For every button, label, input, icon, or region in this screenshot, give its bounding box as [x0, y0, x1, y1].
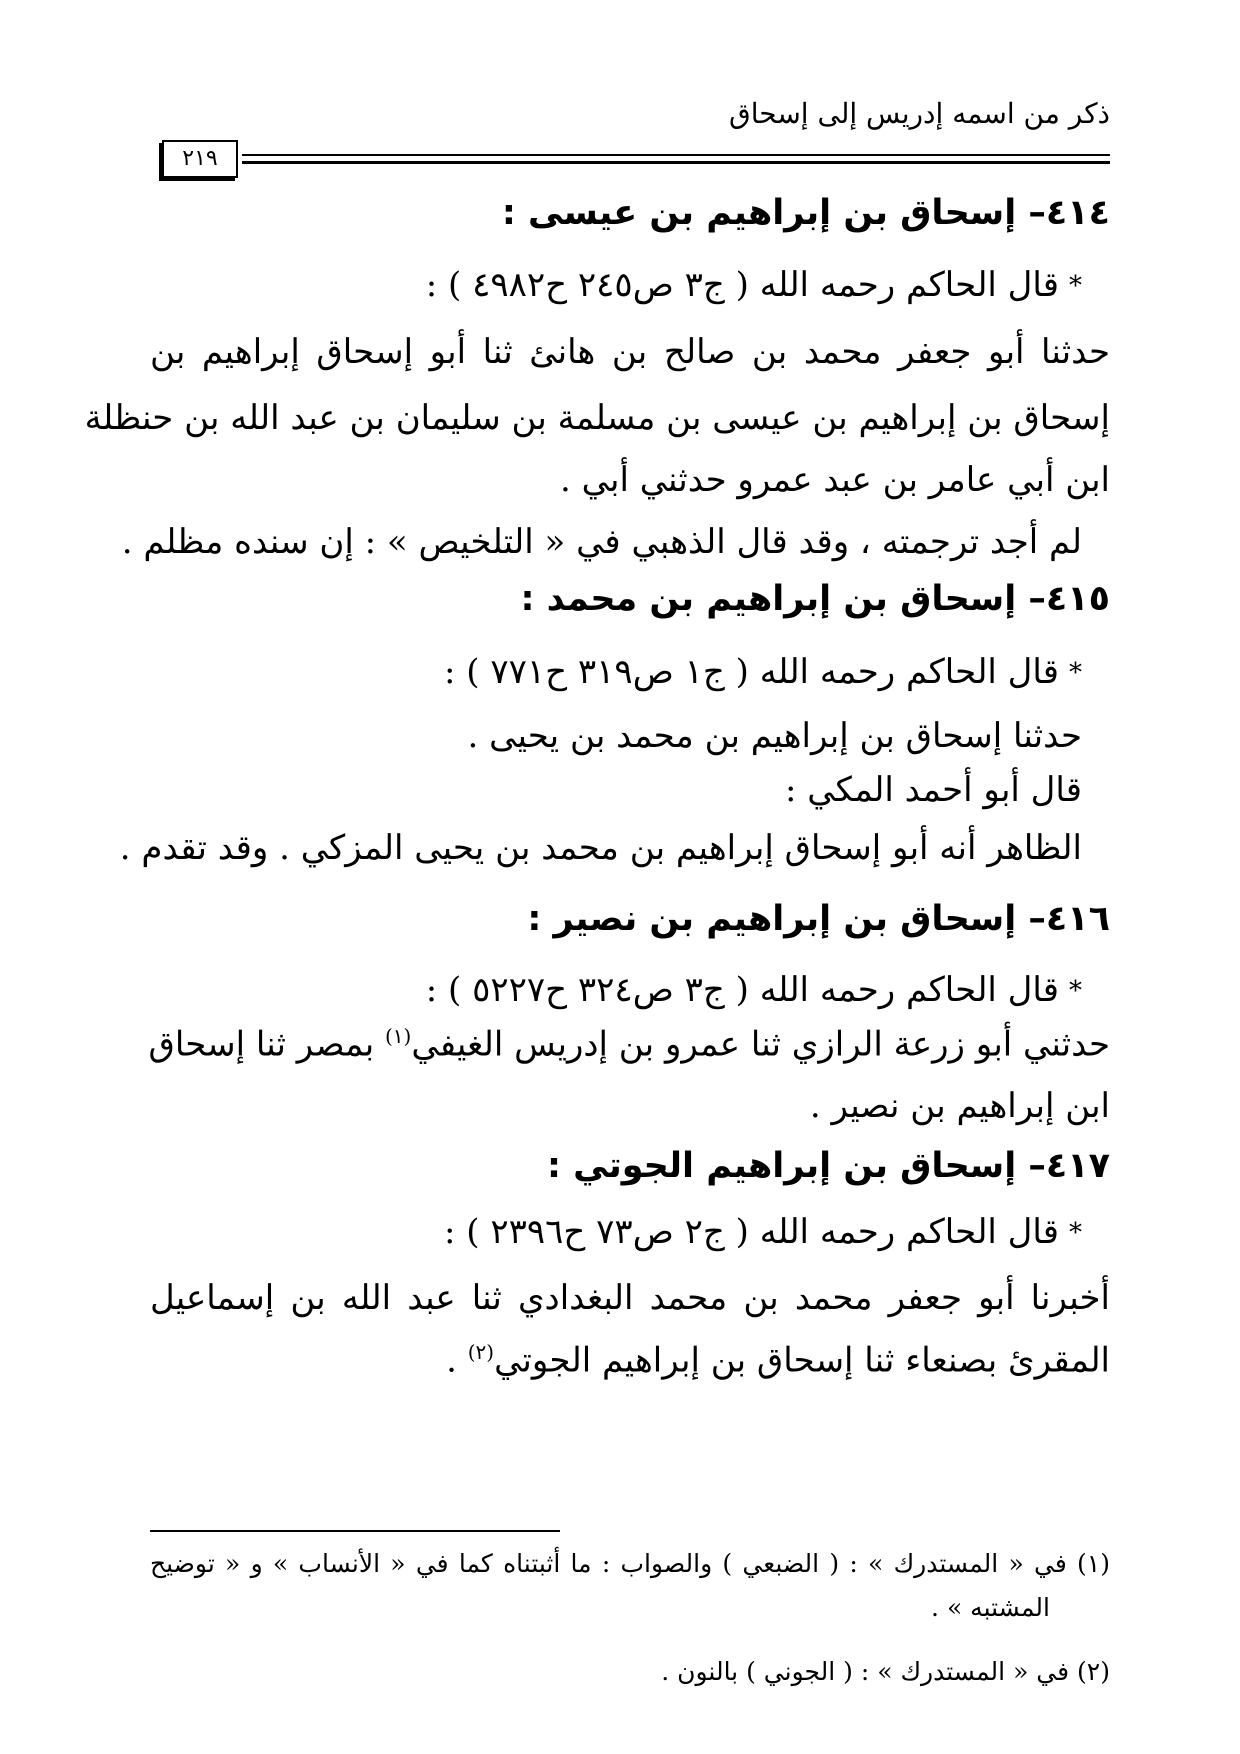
entry-heading-416: ٤١٦– إسحاق بن إبراهيم بن نصير : — [527, 899, 1110, 939]
entry-heading-415: ٤١٥– إسحاق بن إبراهيم بن محمد : — [520, 579, 1110, 619]
header-rule-thin — [242, 154, 1110, 156]
footnote-1: (١) في « المستدرك » : ( الضبعي ) والصواب : ما أثبتناه كما في « الأنساب » و « توضيح — [150, 1549, 1110, 1578]
star-mark: * — [1069, 1218, 1082, 1249]
body-line: إسحاق بن إبراهيم بن عيسى بن مسلمة بن سليمان بن عبد الله بن حنظلة — [84, 398, 1110, 438]
body-line: ابن أبي عامر بن عبد عمرو حدثني أبي . — [560, 460, 1110, 500]
source-citation: *قال الحاكم رحمه الله ( ج٢ ص٧٣ ح٢٣٩٦ ) : — [444, 1212, 1082, 1252]
body-line: ابن إبراهيم بن نصير . — [809, 1086, 1110, 1126]
body-line: أخبرنا أبو جعفر محمد بن محمد البغدادي ثنا عبد الله بن إسماعيل — [150, 1278, 1110, 1318]
entry-heading-414: ٤١٤– إسحاق بن إبراهيم بن عيسى : — [501, 193, 1110, 233]
source-citation: *قال الحاكم رحمه الله ( ج٣ ص٣٢٤ ح٥٢٢٧ ) : — [425, 970, 1082, 1010]
source-citation: *قال الحاكم رحمه الله ( ج١ ص٣١٩ ح٧٧١ ) : — [444, 652, 1082, 692]
page-number: ٢١٩ — [162, 140, 238, 178]
footnote-ref-2: (٢) — [467, 1340, 495, 1364]
star-mark: * — [1069, 976, 1082, 1007]
body-line: قال أبو أحمد المكي : — [784, 770, 1082, 810]
comment-line: لم أجد ترجمته ، وقد قال الذهبي في « التلخيص » : إن سنده مظلم . — [121, 522, 1082, 562]
body-line: الظاهر أنه أبو إسحاق إبراهيم بن محمد بن يحيى المزكي . وقد تقدم . — [119, 828, 1082, 868]
star-mark: * — [1069, 658, 1082, 689]
source-citation: *قال الحاكم رحمه الله ( ج٣ ص٢٤٥ ح٤٩٨٢ ) : — [425, 265, 1082, 305]
header-rule-thick — [242, 161, 1110, 164]
body-line: المقرئ بصنعاء ثنا إسحاق بن إبراهيم الجوتي$^{(٢)}$ . — [446, 1340, 1110, 1381]
body-line: حدثنا أبو جعفر محمد بن صالح بن هانئ ثنا أبو إسحاق إبراهيم بن — [150, 332, 1110, 372]
body-line: حدثني أبو زرعة الرازي ثنا عمرو بن إدريس الغيفي$^{(١)}$ بمصر ثنا إسحاق — [148, 1024, 1110, 1065]
body-line: حدثنا إسحاق بن إبراهيم بن محمد بن يحيى . — [467, 716, 1082, 756]
star-mark: * — [1069, 271, 1082, 302]
entry-heading-417: ٤١٧– إسحاق بن إبراهيم الجوتي : — [547, 1146, 1110, 1186]
footnote-1-continuation: المشتبه » . — [931, 1593, 1050, 1622]
footnote-separator — [150, 1530, 560, 1532]
running-head: ذكر من اسمه إدريس إلى إسحاق — [729, 97, 1110, 130]
document-page — [84, 0, 1110, 1754]
footnote-2: (٢) في « المستدرك » : ( الجوني ) بالنون . — [661, 1657, 1110, 1686]
footnote-ref-1: (١) — [384, 1024, 412, 1048]
